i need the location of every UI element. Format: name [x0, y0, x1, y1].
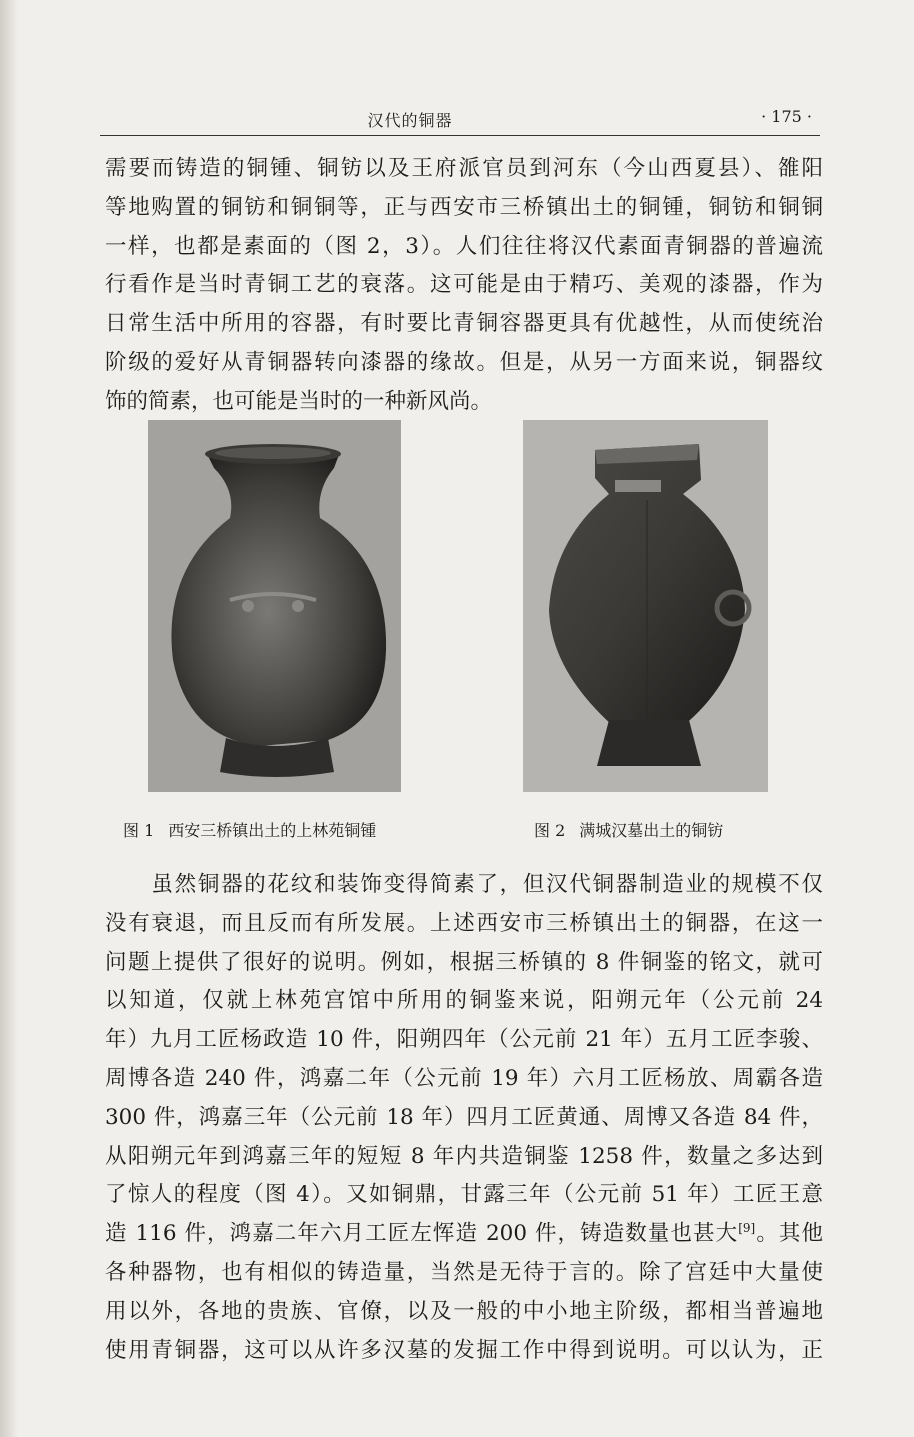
figure-1-photo	[148, 420, 401, 792]
text-line: 阶级的爱好从青铜器转向漆器的缘故。但是，从另一方面来说，铜器纹	[105, 349, 823, 375]
text-line: 用以外，各地的贵族、官僚，以及一般的中小地主阶级，都相当普遍地	[105, 1298, 823, 1324]
paragraph-2	[105, 866, 823, 1370]
figure-2-number: 图 2	[534, 821, 566, 840]
chapter-title: 汉代的铜器	[367, 111, 453, 130]
text-line: 行看作是当时青铜工艺的衰落。这可能是由于精巧、美观的漆器，作为	[105, 272, 823, 298]
bronze-fang-vessel-image	[523, 420, 768, 792]
bronze-zhong-vessel-image	[148, 420, 401, 792]
text-line: 问题上提供了很好的说明。例如，根据三桥镇的 8 件铜鉴的铭文，就可	[105, 949, 823, 975]
text-line: 一样，也都是素面的（图 2，3）。人们往往将汉代素面青铜器的普遍流	[105, 233, 823, 259]
figure-2-photo	[523, 420, 768, 792]
text-line-with-citation	[105, 1215, 823, 1254]
text-line: 周博各造 240 件，鸿嘉二年（公元前 19 年）六月工匠杨放、周霸各造	[105, 1065, 823, 1091]
text-line: 了惊人的程度（图 4）。又如铜鼎，甘露三年（公元前 51 年）工匠王意	[105, 1182, 823, 1208]
text-segment: 。其他	[755, 1221, 823, 1247]
citation-ref[interactable]: [9]	[738, 1221, 756, 1236]
figure-1-number: 图 1	[123, 821, 155, 840]
header-rule	[100, 135, 820, 136]
text-line: 等地购置的铜钫和铜铜等，正与西安市三桥镇出土的铜锺，铜钫和铜铜	[105, 194, 823, 220]
text-line: 300 件，鸿嘉三年（公元前 18 年）四月工匠黄通、周博又各造 84 件，	[105, 1104, 823, 1130]
page-edge-shadow	[0, 0, 18, 1437]
text-line: 使用青铜器，这可以从许多汉墓的发掘工作中得到说明。可以认为，正	[105, 1337, 823, 1363]
figure-1-caption-text: 西安三桥镇出土的上林苑铜锺	[168, 821, 377, 840]
text-line: 需要而铸造的铜锺、铜钫以及王府派官员到河东（今山西夏县）、雒阳	[105, 156, 823, 181]
text-line: 以知道，仅就上林苑宫馆中所用的铜鉴来说，阳朔元年（公元前 24	[105, 988, 823, 1014]
page-number: · 175 ·	[761, 107, 812, 126]
figure-1-caption	[123, 818, 376, 841]
text-line: 虽然铜器的花纹和装饰变得简素了，但汉代铜器制造业的规模不仅	[105, 872, 823, 897]
text-line: 日常生活中所用的容器，有时要比青铜容器更具有优越性，从而使统治	[105, 311, 823, 337]
text-segment: 造 116 件，鸿嘉二年六月工匠左恽造 200 件，铸造数量也甚大	[105, 1221, 739, 1247]
text-line: 没有衰退，而且反而有所发展。上述西安市三桥镇出土的铜器，在这一	[105, 910, 823, 936]
figure-2-caption-text: 满城汉墓出土的铜钫	[579, 821, 724, 840]
paragraph-1	[105, 150, 823, 422]
text-line: 各种器物，也有相似的铸造量，当然是无待于言的。除了宫廷中大量使	[105, 1259, 823, 1285]
figure-2-caption	[534, 818, 723, 841]
text-line: 年）九月工匠杨政造 10 件，阳朔四年（公元前 21 年）五月工匠李骏、	[105, 1027, 823, 1053]
text-line: 饰的简素，也可能是当时的一种新风尚。	[105, 388, 493, 414]
text-line: 从阳朔元年到鸿嘉三年的短短 8 年内共造铜鉴 1258 件，数量之多达到	[105, 1143, 823, 1169]
running-header	[100, 100, 820, 136]
